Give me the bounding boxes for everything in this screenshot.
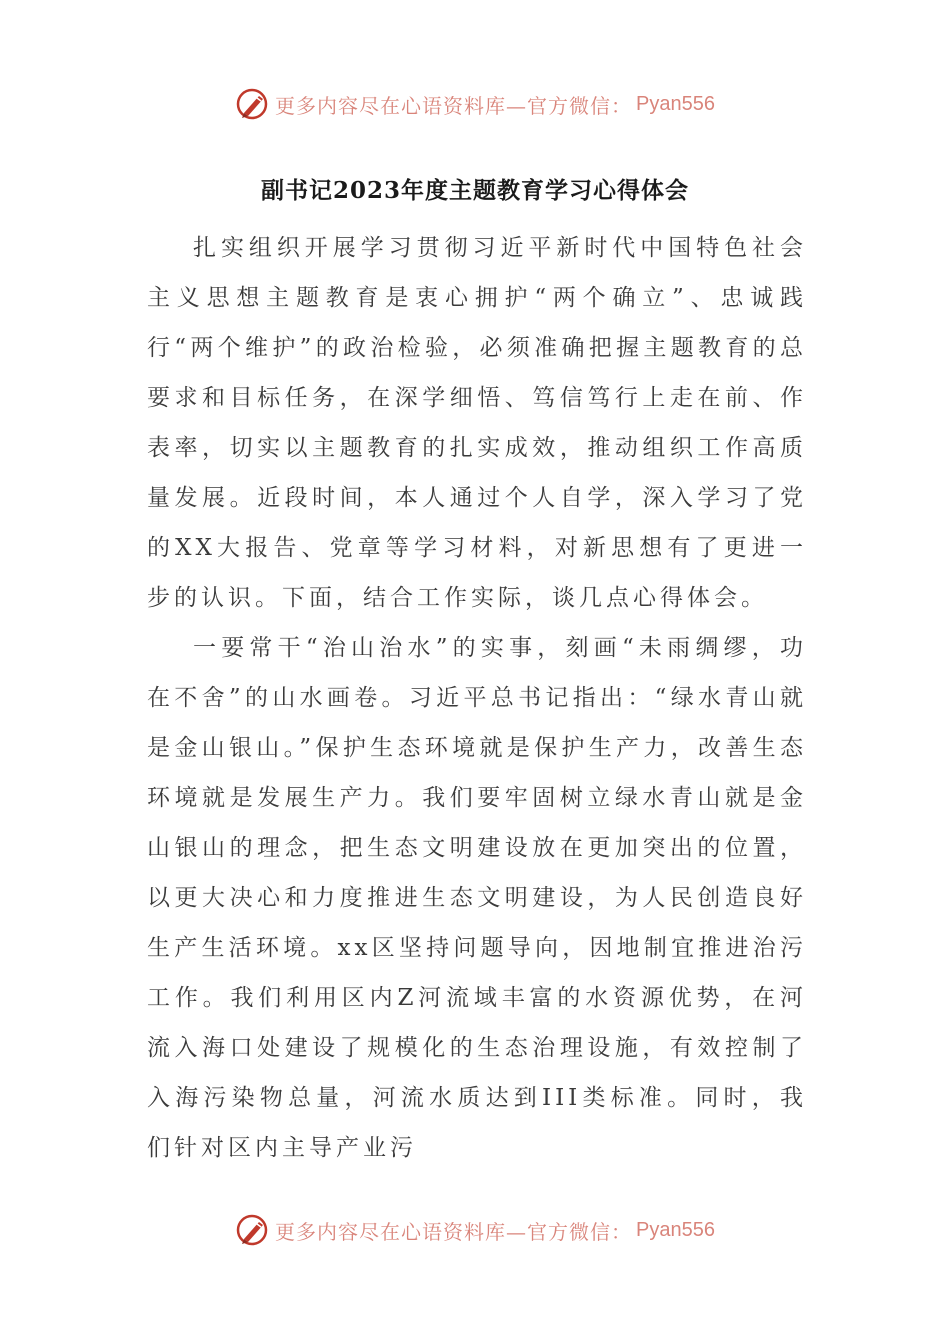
document-body [147, 223, 807, 1173]
footer-banner-text: 更多内容尽在心语资料库—官方微信： [275, 1219, 633, 1244]
paragraph: 一要常干“治山治水”的实事，刻画“未雨绸缪，功在不舍”的山水画卷。习近平总书记指出：“绿水青山就是金山银山。”保护生态环境就是保护生产力，改善生态环境就是发展生产力。我们要牢固树立绿水青山就是金山银山的理念，把生态文明建设放在更加突出的位置，以更大决心和力度推进生态文明建设，为人民创造良好生产生活环境。xx区坚持问题导向，因地制宜推进治污工作。我们利用区内Z河流域丰富的水资源优势，在河流入海口处建设了规模化的生态治理设施，有效控制了入海污染物总量，河流水质达到III类标准。同时，我们针对区内主导产业污 [147, 635, 807, 1161]
header-wechat-id: Pyan556 [636, 92, 715, 115]
header-banner-text: 更多内容尽在心语资料库—官方微信： [275, 93, 633, 118]
footer-banner [0, 1210, 950, 1250]
pen-logo-icon [235, 1212, 271, 1248]
header-banner [0, 84, 950, 124]
paragraph: 扎实组织开展学习贯彻习近平新时代中国特色社会主义思想主题教育是衷心拥护“两个确立”、忠诚践行“两个维护”的政治检验，必须准确把握主题教育的总要求和目标任务，在深学细悟、笃信笃行上走在前、作表率，切实以主题教育的扎实成效，推动组织工作高质量发展。近段时间，本人通过个人自学，深入学习了党的XX大报告、党章等学习材料，对新思想有了更进一步的认识。下面，结合工作实际，谈几点心得体会。 [147, 235, 807, 611]
footer-wechat-id: Pyan556 [636, 1218, 715, 1241]
pen-logo-icon [235, 86, 271, 122]
document-title: 副书记2023年度主题教育学习心得体会 [260, 177, 689, 204]
